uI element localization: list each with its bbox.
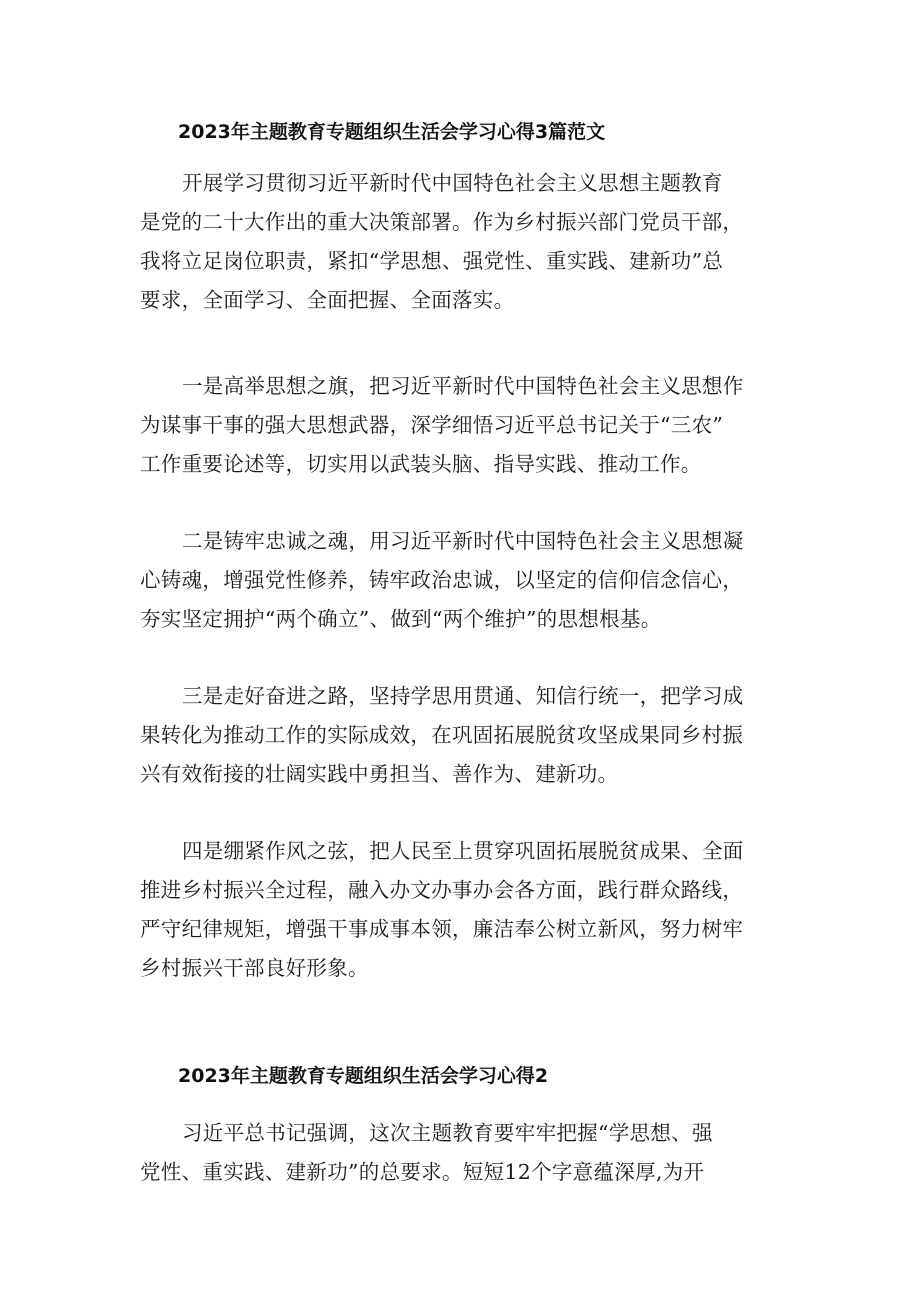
paragraph-intro	[140, 164, 780, 320]
document-title: 2023年主题教育专题组织生活会学习心得3篇范文	[178, 121, 606, 143]
paragraph-line: 推进乡村振兴全过程，融入办文办事办会各方面，践行群众路线，	[140, 878, 744, 902]
paragraph-line: 四是绷紧作风之弦，把人民至上贯穿巩固拓展脱贫成果、全面	[182, 839, 744, 863]
paragraph-line: 果转化为推动工作的实际成效，在巩固拓展脱贫攻坚成果同乡村振	[140, 723, 744, 747]
paragraph-point-3	[140, 677, 780, 794]
paragraph-line: 心铸魂，增强党性修养，铸牢政治忠诚，以坚定的信仰信念信心，	[140, 568, 744, 592]
paragraph-line: 兴有效衔接的壮阔实践中勇担当、善作为、建新功。	[140, 762, 619, 786]
paragraph-line: 工作重要论述等，切实用以武装头脑、指导实践、推动工作。	[140, 452, 702, 476]
paragraph-line: 三是走好奋进之路，坚持学思用贯通、知信行统一，把学习成	[182, 684, 744, 708]
paragraph-line: 习近平总书记强调，这次主题教育要牢牢把握“学思想、强	[182, 1121, 713, 1145]
paragraph-line: 我将立足岗位职责，紧扣“学思想、强党性、重实践、建新功”总	[140, 249, 724, 273]
paragraph-line: 一是高举思想之旗，把习近平新时代中国特色社会主义思想作	[182, 374, 744, 398]
paragraph-point-4	[140, 832, 780, 988]
paragraph-line: 是党的二十大作出的重大决策部署。作为乡村振兴部门党员干部，	[140, 210, 744, 234]
paragraph-point-2	[140, 522, 780, 639]
paragraph-line: 开展学习贯彻习近平新时代中国特色社会主义思想主题教育	[182, 171, 723, 195]
paragraph-line: 为谋事干事的强大思想武器，深学细悟习近平总书记关于“三农”	[140, 413, 724, 437]
paragraph-line: 要求，全面学习、全面把握、全面落实。	[140, 288, 515, 312]
section-title: 2023年主题教育专题组织生活会学习心得2	[178, 1065, 549, 1087]
paragraph-line: 二是铸牢忠诚之魂，用习近平新时代中国特色社会主义思想凝	[182, 529, 744, 553]
paragraph-line: 严守纪律规矩，增强干事成事本领，廉洁奉公树立新风，努力树牢	[140, 917, 744, 941]
paragraph-line: 乡村振兴干部良好形象。	[140, 956, 369, 980]
paragraph-section-2-intro	[140, 1114, 780, 1192]
paragraph-line: 夯实坚定拥护“两个确立”、做到“两个维护”的思想根基。	[140, 607, 662, 631]
paragraph-line: 党性、重实践、建新功”的总要求。短短12个字意蕴深厚,为开	[140, 1160, 705, 1184]
paragraph-point-1	[140, 367, 780, 484]
